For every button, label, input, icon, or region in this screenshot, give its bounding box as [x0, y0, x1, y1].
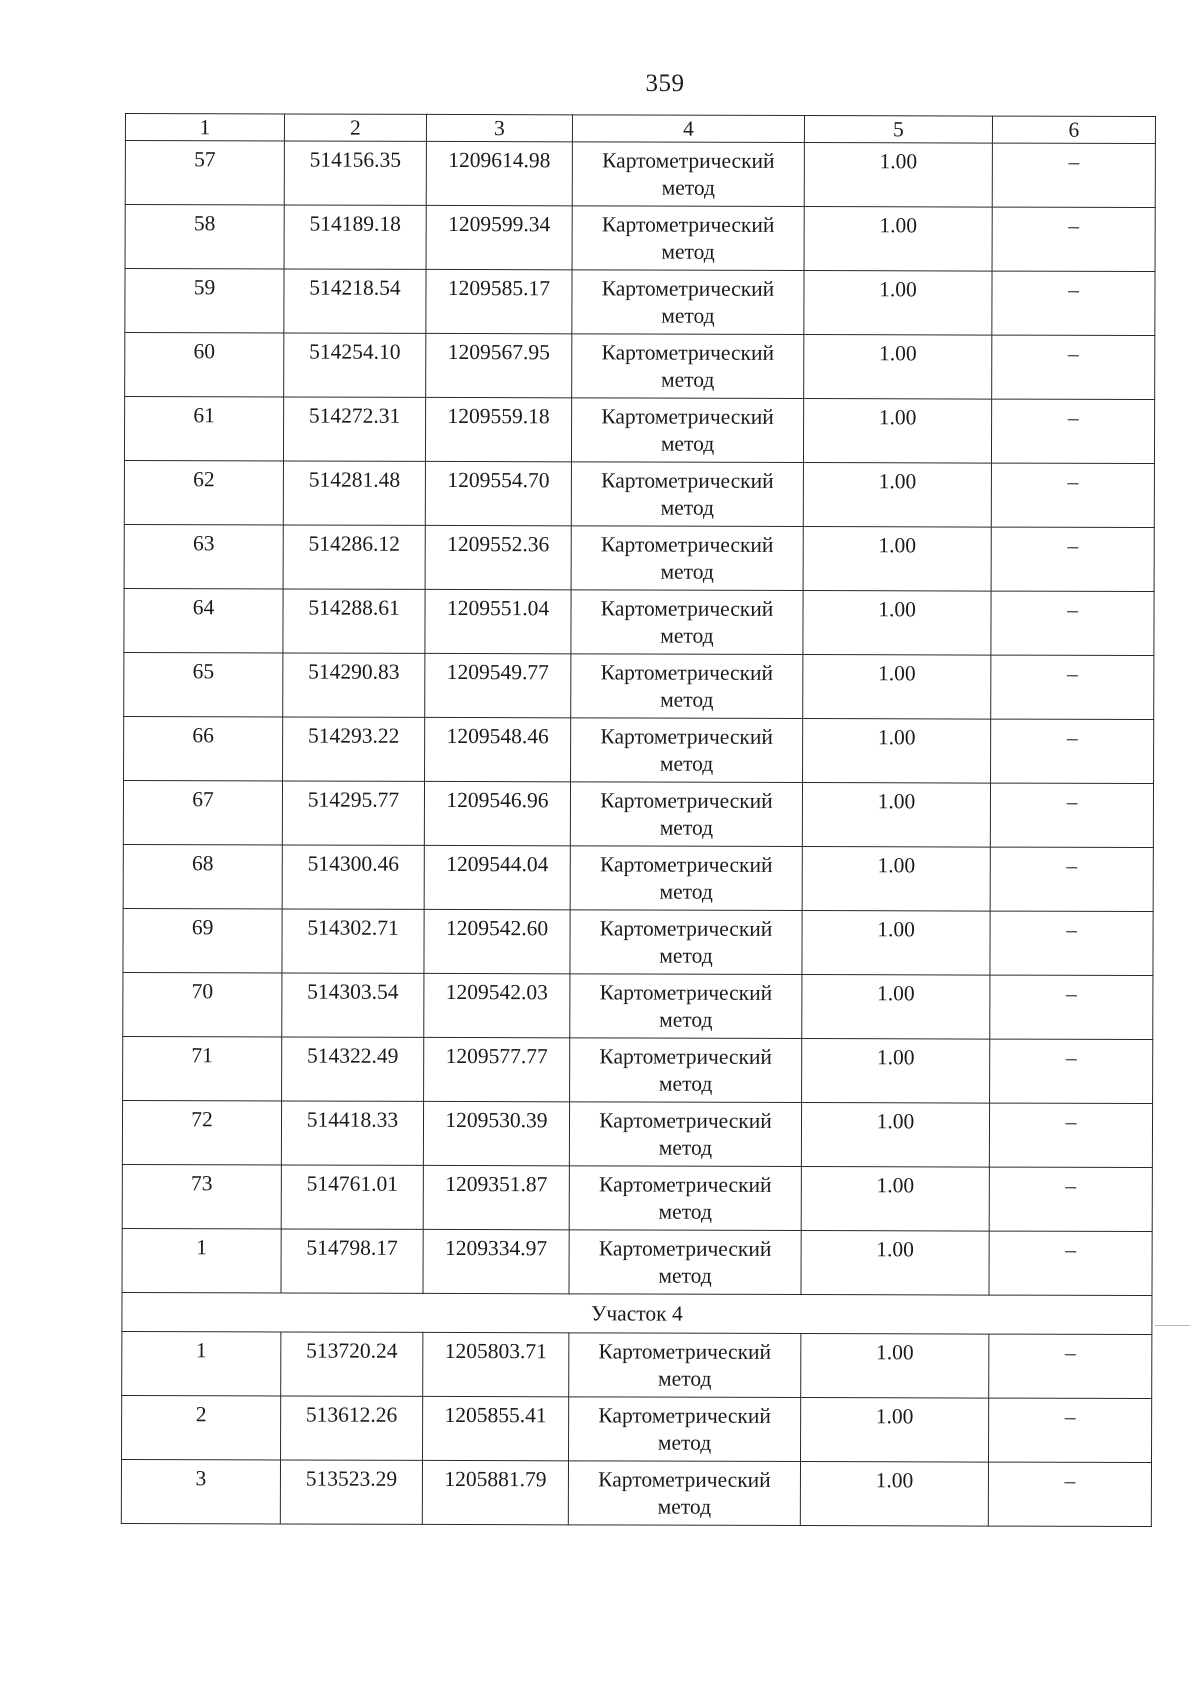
y-coordinate-cell: 1209351.87 — [423, 1165, 569, 1229]
table-row — [122, 1228, 1152, 1295]
y-coordinate-cell: 1209567.95 — [426, 333, 572, 397]
accuracy-cell: 1.00 — [801, 1103, 989, 1168]
point-number-cell: 73 — [122, 1164, 281, 1228]
note-cell: – — [992, 143, 1155, 207]
method-cell: Картометрический метод — [569, 1102, 801, 1167]
method-cell: Картометрический метод — [571, 718, 803, 783]
note-cell: – — [990, 1039, 1153, 1103]
accuracy-cell: 1.00 — [803, 527, 991, 592]
x-coordinate-cell: 514295.77 — [282, 781, 424, 845]
point-number-cell: 58 — [125, 205, 284, 269]
accuracy-cell: 1.00 — [801, 1398, 989, 1463]
table-body — [121, 114, 1155, 1527]
table-row — [123, 780, 1153, 847]
table-row — [122, 1395, 1152, 1462]
y-coordinate-cell: 1209559.18 — [425, 397, 571, 461]
accuracy-cell: 1.00 — [803, 399, 991, 464]
note-cell: – — [991, 591, 1154, 655]
section-title: Участок 4 — [122, 1292, 1152, 1334]
y-coordinate-cell: 1209544.04 — [424, 845, 570, 909]
table-row — [124, 716, 1154, 783]
y-coordinate-cell: 1209549.77 — [425, 653, 571, 717]
note-cell: – — [989, 1167, 1152, 1231]
header-cell: 3 — [426, 114, 572, 141]
y-coordinate-cell: 1209552.36 — [425, 525, 571, 589]
y-coordinate-cell: 1205881.79 — [422, 1460, 568, 1524]
method-cell: Картометрический метод — [569, 1333, 801, 1398]
method-cell: Картометрический метод — [568, 1461, 800, 1526]
point-number-cell: 71 — [123, 1036, 282, 1100]
coordinates-table-container — [121, 113, 1155, 1527]
note-cell: – — [988, 1462, 1151, 1526]
x-coordinate-cell: 513720.24 — [281, 1332, 423, 1396]
table-row — [124, 397, 1154, 464]
section-row — [122, 1292, 1152, 1334]
y-coordinate-cell: 1209548.46 — [425, 717, 571, 781]
point-number-cell: 1 — [122, 1228, 281, 1292]
x-coordinate-cell: 514156.35 — [284, 141, 426, 205]
table-row — [124, 652, 1154, 719]
method-cell: Картометрический метод — [571, 654, 803, 719]
accuracy-cell: 1.00 — [804, 335, 992, 400]
y-coordinate-cell: 1209542.03 — [424, 973, 570, 1037]
method-cell: Картометрический метод — [571, 398, 803, 463]
accuracy-cell: 1.00 — [804, 271, 992, 336]
note-cell: – — [991, 655, 1154, 719]
point-number-cell: 2 — [122, 1395, 281, 1459]
note-cell: – — [989, 1398, 1152, 1462]
x-coordinate-cell: 514302.71 — [282, 909, 424, 973]
accuracy-cell: 1.00 — [801, 1167, 989, 1232]
table-row — [123, 972, 1153, 1039]
y-coordinate-cell: 1205803.71 — [423, 1332, 569, 1396]
method-cell: Картометрический метод — [572, 206, 804, 271]
method-cell: Картометрический метод — [569, 1166, 801, 1231]
point-number-cell: 61 — [124, 397, 283, 461]
accuracy-cell: 1.00 — [802, 911, 990, 976]
table-row — [123, 1036, 1153, 1103]
x-coordinate-cell: 514418.33 — [281, 1101, 423, 1165]
accuracy-cell: 1.00 — [800, 1462, 988, 1527]
table-row — [122, 1100, 1152, 1167]
method-cell: Картометрический метод — [570, 846, 802, 911]
accuracy-cell: 1.00 — [803, 591, 991, 656]
table-row — [123, 844, 1153, 911]
accuracy-cell: 1.00 — [804, 207, 992, 272]
method-cell: Картометрический метод — [571, 526, 803, 591]
header-row — [125, 114, 1155, 144]
method-cell: Картометрический метод — [571, 590, 803, 655]
accuracy-cell: 1.00 — [803, 655, 991, 720]
method-cell: Картометрический метод — [570, 1038, 802, 1103]
method-cell: Картометрический метод — [572, 270, 804, 335]
accuracy-cell: 1.00 — [802, 975, 990, 1040]
table-row — [124, 588, 1154, 655]
table-row — [125, 269, 1155, 336]
accuracy-cell: 1.00 — [803, 463, 991, 528]
point-number-cell: 65 — [124, 652, 283, 716]
header-cell: 5 — [804, 116, 992, 144]
point-number-cell: 1 — [122, 1331, 281, 1395]
x-coordinate-cell: 514290.83 — [283, 653, 425, 717]
y-coordinate-cell: 1209542.60 — [424, 909, 570, 973]
note-cell: – — [992, 207, 1155, 271]
note-cell: – — [992, 335, 1155, 399]
x-coordinate-cell: 514286.12 — [283, 525, 425, 589]
accuracy-cell: 1.00 — [804, 143, 992, 208]
method-cell: Картометрический метод — [569, 1397, 801, 1462]
table-row — [125, 205, 1155, 272]
point-number-cell: 57 — [125, 141, 284, 205]
header-cell: 4 — [572, 115, 804, 143]
y-coordinate-cell: 1209554.70 — [425, 461, 571, 525]
x-coordinate-cell: 514322.49 — [282, 1037, 424, 1101]
x-coordinate-cell: 514189.18 — [284, 205, 426, 269]
accuracy-cell: 1.00 — [802, 1039, 990, 1104]
x-coordinate-cell: 514303.54 — [282, 973, 424, 1037]
table-row — [122, 1164, 1152, 1231]
x-coordinate-cell: 514798.17 — [281, 1229, 423, 1293]
y-coordinate-cell: 1209585.17 — [426, 269, 572, 333]
point-number-cell: 72 — [122, 1100, 281, 1164]
accuracy-cell: 1.00 — [803, 719, 991, 784]
accuracy-cell: 1.00 — [801, 1334, 989, 1399]
accuracy-cell: 1.00 — [802, 783, 990, 848]
point-number-cell: 69 — [123, 908, 282, 972]
note-cell: – — [991, 399, 1154, 463]
note-cell: – — [989, 1103, 1152, 1167]
table-row — [124, 460, 1154, 527]
scan-artifact-line — [1155, 1325, 1190, 1326]
method-cell: Картометрический метод — [570, 910, 802, 975]
x-coordinate-cell: 513612.26 — [281, 1396, 423, 1460]
method-cell: Картометрический метод — [570, 974, 802, 1039]
point-number-cell: 63 — [124, 524, 283, 588]
y-coordinate-cell: 1209546.96 — [424, 781, 570, 845]
accuracy-cell: 1.00 — [802, 847, 990, 912]
note-cell: – — [990, 783, 1153, 847]
table-row — [125, 333, 1155, 400]
note-cell: – — [991, 527, 1154, 591]
x-coordinate-cell: 514254.10 — [284, 333, 426, 397]
y-coordinate-cell: 1209577.77 — [424, 1037, 570, 1101]
method-cell: Картометрический метод — [572, 334, 804, 399]
x-coordinate-cell: 514300.46 — [282, 845, 424, 909]
table-row — [122, 1331, 1152, 1398]
accuracy-cell: 1.00 — [801, 1231, 989, 1296]
note-cell: – — [990, 847, 1153, 911]
x-coordinate-cell: 514761.01 — [281, 1165, 423, 1229]
point-number-cell: 59 — [125, 269, 284, 333]
table-row — [121, 1459, 1151, 1526]
point-number-cell: 68 — [123, 844, 282, 908]
header-cell: 2 — [284, 114, 426, 141]
table-row — [123, 908, 1153, 975]
note-cell: – — [990, 911, 1153, 975]
header-cell: 1 — [125, 114, 284, 141]
note-cell: – — [989, 1231, 1152, 1295]
x-coordinate-cell: 514293.22 — [283, 717, 425, 781]
point-number-cell: 66 — [124, 716, 283, 780]
y-coordinate-cell: 1205855.41 — [423, 1396, 569, 1460]
note-cell: – — [992, 271, 1155, 335]
y-coordinate-cell: 1209551.04 — [425, 589, 571, 653]
table-row — [124, 524, 1154, 591]
note-cell: – — [989, 1334, 1152, 1398]
note-cell: – — [990, 975, 1153, 1039]
method-cell: Картометрический метод — [571, 462, 803, 527]
x-coordinate-cell: 514272.31 — [283, 397, 425, 461]
y-coordinate-cell: 1209614.98 — [426, 141, 572, 205]
point-number-cell: 67 — [123, 780, 282, 844]
header-cell: 6 — [992, 116, 1155, 143]
point-number-cell: 62 — [124, 460, 283, 524]
note-cell: – — [991, 719, 1154, 783]
y-coordinate-cell: 1209599.34 — [426, 205, 572, 269]
point-number-cell: 70 — [123, 972, 282, 1036]
point-number-cell: 3 — [121, 1459, 280, 1523]
method-cell: Картометрический метод — [572, 142, 804, 207]
coordinates-table — [121, 113, 1156, 1527]
page-number: 359 — [645, 70, 685, 97]
x-coordinate-cell: 514218.54 — [284, 269, 426, 333]
point-number-cell: 60 — [125, 333, 284, 397]
x-coordinate-cell: 513523.29 — [280, 1460, 422, 1524]
y-coordinate-cell: 1209530.39 — [423, 1101, 569, 1165]
x-coordinate-cell: 514281.48 — [283, 461, 425, 525]
y-coordinate-cell: 1209334.97 — [423, 1229, 569, 1293]
note-cell: – — [991, 463, 1154, 527]
x-coordinate-cell: 514288.61 — [283, 589, 425, 653]
point-number-cell: 64 — [124, 588, 283, 652]
method-cell: Картометрический метод — [569, 1230, 801, 1295]
method-cell: Картометрический метод — [570, 782, 802, 847]
table-row — [125, 141, 1155, 208]
